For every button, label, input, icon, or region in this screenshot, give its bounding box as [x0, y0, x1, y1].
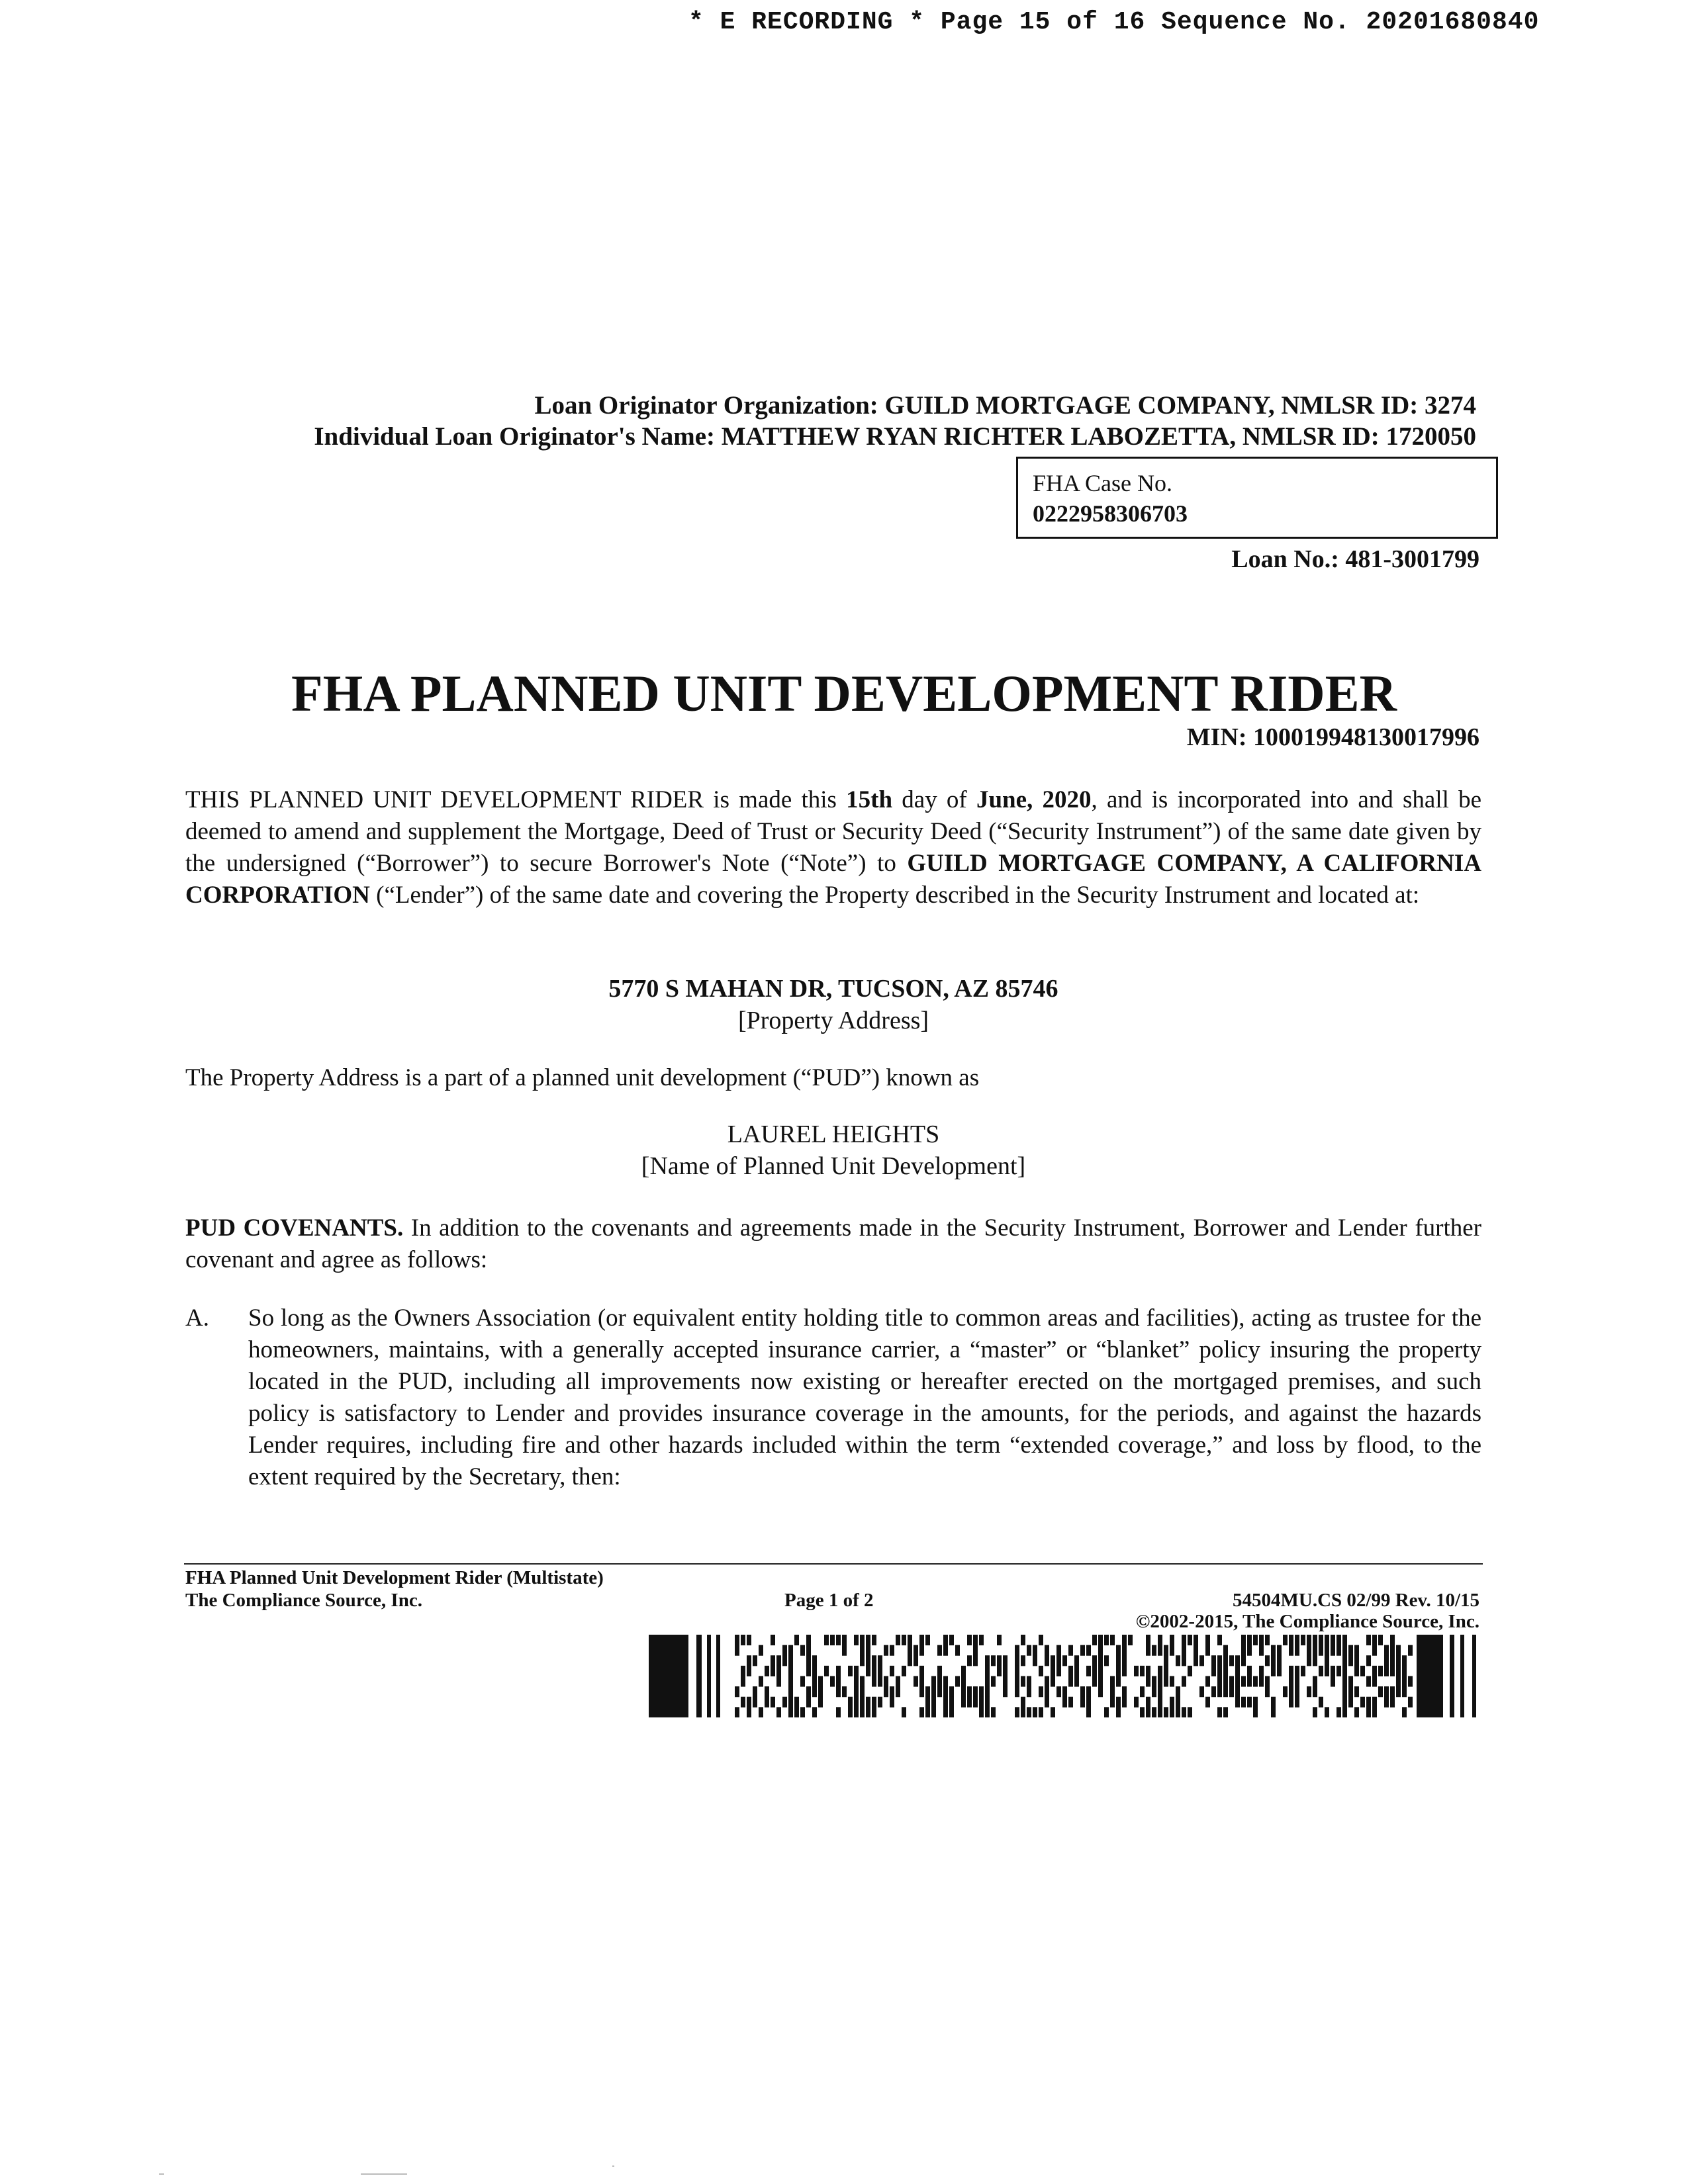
footer-page-number: Page 1 of 2: [784, 1590, 874, 1611]
footer-divider: [184, 1563, 1483, 1565]
intro-text-1: THIS PLANNED UNIT DEVELOPMENT RIDER is made this: [185, 786, 847, 813]
intro-text-3: , and is incorporated into and shall be deemed to amend and supplement the Mortgage, Deed of Trust or Security Deed (“Security Instrument”) of the same date given by the undersigned (“Borrower”) to secure Borrower's Note (“Note”) to: [185, 786, 1482, 877]
individual-loan-originator: Individual Loan Originator's Name: MATTHEW RYAN RICHTER LABOZETTA, NMLSR ID: 1720050: [314, 422, 1476, 451]
document-title: FHA PLANNED UNIT DEVELOPMENT RIDER: [291, 664, 1397, 722]
footer-form-code: 54504MU.CS 02/99 Rev. 10/15: [1233, 1590, 1479, 1611]
fha-case-box: [1016, 457, 1498, 539]
footer-copyright: ©2002-2015, The Compliance Source, Inc.: [1135, 1611, 1479, 1632]
pud-covenants-heading: PUD COVENANTS.: [185, 1214, 404, 1242]
pdf417-barcode: [649, 1635, 1483, 1717]
pud-covenants-text: In addition to the covenants and agreements made in the Security Instrument, Borrower and Lender further covenant and agree as follows:: [185, 1214, 1482, 1273]
intro-month-year: June, 2020: [976, 786, 1092, 813]
intro-paragraph: [185, 784, 1481, 911]
footer-publisher: The Compliance Source, Inc.: [185, 1590, 422, 1611]
intro-text-2: day of: [892, 786, 976, 813]
item-a-label: A.: [185, 1304, 209, 1332]
pud-name-block: [185, 1118, 1481, 1182]
footer-form-name: FHA Planned Unit Development Rider (Multistate): [185, 1567, 604, 1588]
item-a-text: So long as the Owners Association (or equivalent entity holding title to common areas and facilities), acting as trustee for the homeowners, maintains, with a generally accepted insurance carrier, a “master” or “blanket” policy insuring the property located in the PUD, including all improvements now existing or hereafter erected on the mortgaged premises, and such policy is satisfactory to Lender and provides insurance coverage in the amounts, for the periods, and against the hazards Lender requires, including fire and other hazards included within the term “extended coverage,” and loss by flood, to the extent required by the Secretary, then:: [248, 1304, 1481, 1490]
fha-case-label: FHA Case No.: [1033, 470, 1173, 496]
intro-text-4: (“Lender”) of the same date and covering the Property described in the Security Instrument and located at:: [369, 882, 1420, 909]
property-address: 5770 S MAHAN DR, TUCSON, AZ 85746: [608, 975, 1058, 1003]
min-number: MIN: 100019948130017996: [1186, 723, 1479, 751]
property-address-caption: [Property Address]: [737, 1007, 929, 1034]
intro-lender: GUILD MORTGAGE COMPANY, A CALIFORNIA CORPORATION: [185, 850, 1481, 909]
property-address-block: [185, 973, 1481, 1036]
pud-name: LAUREL HEIGHTS: [727, 1120, 940, 1148]
fha-case-number: 0222958306703: [1033, 500, 1188, 527]
recording-header: * E RECORDING * Page 15 of 16 Sequence No. 20201680840: [688, 8, 1540, 36]
pud-intro: The Property Address is a part of a planned unit development (“PUD”) known as: [185, 1064, 980, 1091]
intro-day: 15th: [846, 786, 893, 813]
scan-mark: [361, 2173, 407, 2175]
scan-mark: [159, 2173, 164, 2175]
pud-name-caption: [Name of Planned Unit Development]: [641, 1152, 1026, 1180]
scan-mark: [612, 2165, 614, 2167]
loan-originator-organization: Loan Originator Organization: GUILD MORTGAGE COMPANY, NMLSR ID: 3274: [534, 391, 1476, 420]
loan-number: Loan No.: 481-3001799: [1231, 545, 1479, 573]
pud-covenants-paragraph: [185, 1212, 1481, 1276]
